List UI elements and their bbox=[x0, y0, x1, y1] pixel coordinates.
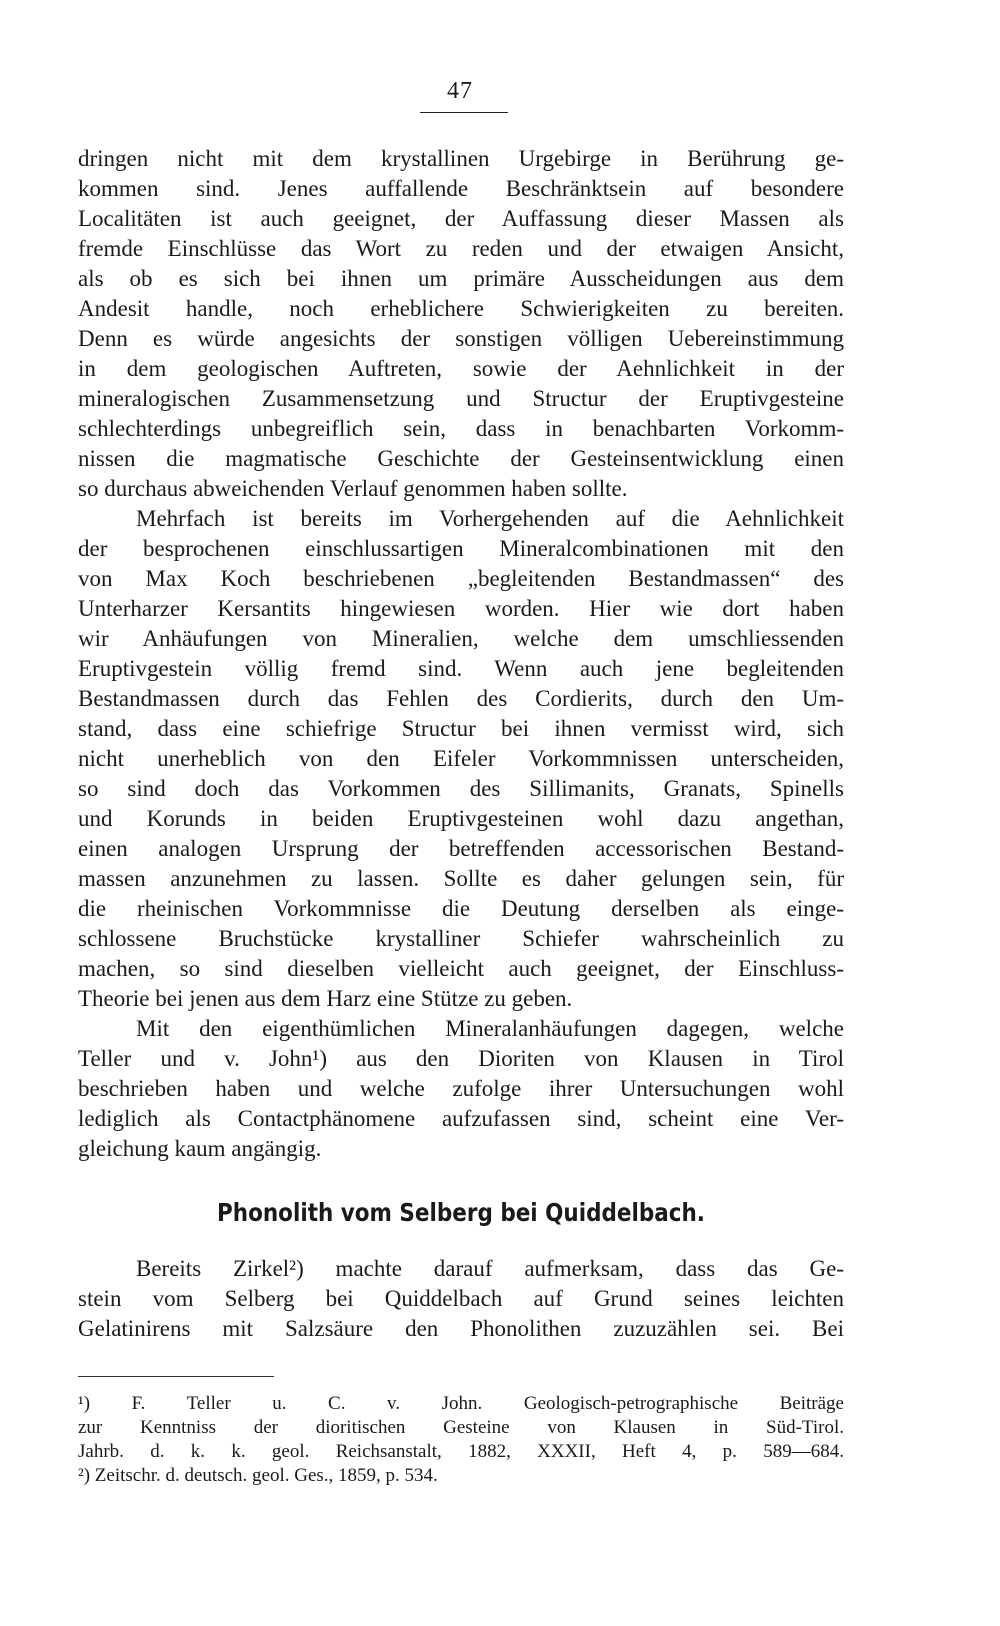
text-line: Mehrfach ist bereits im Vorhergehenden auf die Aehnlichkeit bbox=[136, 506, 844, 531]
page-number: 47 bbox=[447, 78, 473, 104]
text-line: nicht unerheblich von den Eifeler Vorkommnissen unterscheiden, bbox=[78, 746, 844, 771]
text-line: und Korunds in beiden Eruptivgesteinen wohl dazu angethan, bbox=[78, 806, 844, 831]
text-line: beschrieben haben und welche zufolge ihrer Untersuchungen wohl bbox=[78, 1076, 844, 1101]
text-line: Denn es würde angesichts der sonstigen völligen Uebereinstimmung bbox=[78, 326, 844, 351]
text-line: machen, so sind dieselben vielleicht auch geeignet, der Einschluss- bbox=[78, 956, 844, 981]
text-line: Eruptivgestein völlig fremd sind. Wenn auch jene begleitenden bbox=[78, 656, 844, 681]
text-line: einen analogen Ursprung der betreffenden accessorischen Bestand- bbox=[78, 836, 844, 861]
text-line: kommen sind. Jenes auffallende Beschränktsein auf besondere bbox=[78, 176, 844, 201]
text-line: Gelatinirens mit Salzsäure den Phonolithen zuzuzählen sei. Bei bbox=[78, 1316, 844, 1341]
text-line: mineralogischen Zusammensetzung und Structur der Eruptivgesteine bbox=[78, 386, 844, 411]
text-line: fremde Einschlüsse das Wort zu reden und der etwaigen Ansicht, bbox=[78, 236, 844, 261]
section-heading: Phonolith vom Selberg bei Quiddelbach. bbox=[217, 1198, 705, 1227]
text-line: lediglich als Contactphänomene aufzufassen sind, scheint eine Ver- bbox=[78, 1106, 844, 1131]
footnote-rule bbox=[78, 1376, 274, 1377]
page-number-rule bbox=[420, 112, 508, 113]
text-line: dringen nicht mit dem krystallinen Urgebirge in Berührung ge- bbox=[78, 146, 844, 171]
text-line: von Max Koch beschriebenen „begleitenden Bestandmassen“ des bbox=[78, 566, 844, 591]
text-line: schlossene Bruchstücke krystalliner Schiefer wahrscheinlich zu bbox=[78, 926, 844, 951]
text-line: stand, dass eine schiefrige Structur bei ihnen vermisst wird, sich bbox=[78, 716, 844, 741]
text-line: die rheinischen Vorkommnisse die Deutung derselben als einge- bbox=[78, 896, 844, 921]
text-line: Theorie bei jenen aus dem Harz eine Stütze zu geben. bbox=[78, 986, 573, 1011]
text-line: wir Anhäufungen von Mineralien, welche dem umschliessenden bbox=[78, 626, 844, 651]
text-line: Bereits Zirkel²) machte darauf aufmerksam, dass das Ge- bbox=[136, 1256, 844, 1281]
text-line: in dem geologischen Auftreten, sowie der Aehnlichkeit in der bbox=[78, 356, 844, 381]
text-line: Mit den eigenthümlichen Mineralanhäufungen dagegen, welche bbox=[136, 1016, 844, 1041]
text-line: massen anzunehmen zu lassen. Sollte es daher gelungen sein, für bbox=[78, 866, 844, 891]
footnote-line: zur Kenntniss der dioritischen Gesteine von Klausen in Süd-Tirol. bbox=[78, 1417, 844, 1438]
footnote-line: ²) Zeitschr. d. deutsch. geol. Ges., 1859, p. 534. bbox=[78, 1465, 438, 1486]
text-line: stein vom Selberg bei Quiddelbach auf Grund seines leichten bbox=[78, 1286, 844, 1311]
text-line: Teller und v. John¹) aus den Dioriten von Klausen in Tirol bbox=[78, 1046, 844, 1071]
text-line: der besprochenen einschlussartigen Mineralcombinationen mit den bbox=[78, 536, 844, 561]
footnote-line: ¹) F. Teller u. C. v. John. Geologisch-petrographische Beiträge bbox=[78, 1393, 844, 1414]
text-line: nissen die magmatische Geschichte der Gesteinsentwicklung einen bbox=[78, 446, 844, 471]
footnote-line: Jahrb. d. k. k. geol. Reichsanstalt, 1882, XXXII, Heft 4, p. 589—684. bbox=[78, 1441, 844, 1462]
text-line: gleichung kaum angängig. bbox=[78, 1136, 322, 1161]
text-line: so sind doch das Vorkommen des Sillimanits, Granats, Spinells bbox=[78, 776, 844, 801]
text-line: Localitäten ist auch geeignet, der Auffassung dieser Massen als bbox=[78, 206, 844, 231]
text-line: schlechterdings unbegreiflich sein, dass in benachbarten Vorkomm- bbox=[78, 416, 844, 441]
text-line: Bestandmassen durch das Fehlen des Cordierits, durch den Um- bbox=[78, 686, 844, 711]
text-line: Unterharzer Kersantits hingewiesen worden. Hier wie dort haben bbox=[78, 596, 844, 621]
text-line: Andesit handle, noch erheblichere Schwierigkeiten zu bereiten. bbox=[78, 296, 844, 321]
text-line: so durchaus abweichenden Verlauf genommen haben sollte. bbox=[78, 476, 628, 501]
text-line: als ob es sich bei ihnen um primäre Ausscheidungen aus dem bbox=[78, 266, 844, 291]
